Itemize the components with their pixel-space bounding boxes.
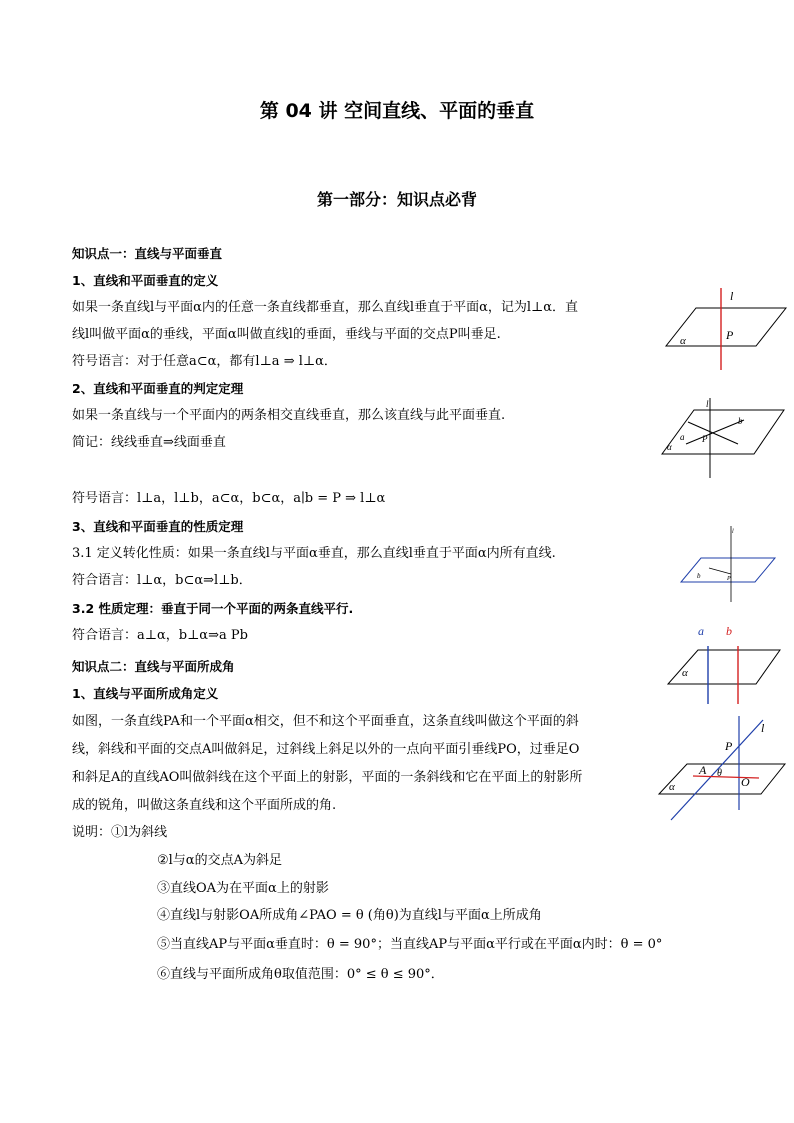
- kp2-heading: 知识点二：直线与平面所成角: [72, 659, 235, 674]
- kp1-prop1: 3.1 定义转化性质：如果一条直线l与平面α垂直，那么直线l垂直于平面α内所有直线.: [72, 546, 556, 561]
- kp1-prop2: 3.2 性质定理：垂直于同一个平面的两条直线平行.: [72, 601, 354, 616]
- section-title: 第一部分：知识点必背: [316, 190, 477, 209]
- label-l: l: [706, 399, 709, 409]
- kp1-def-line2: 线l叫做平面α的垂线，平面α叫做直线l的垂面，垂线与平面的交点P叫垂足.: [72, 327, 501, 342]
- label-b: b: [738, 416, 743, 426]
- label-P: P: [727, 576, 731, 582]
- label-theta: θ: [717, 768, 722, 779]
- label-l: l: [732, 529, 734, 535]
- figure-line-perpendicular-plane: [660, 284, 790, 374]
- kp2-def-title: 1、直线与平面所成角定义: [72, 686, 219, 701]
- kp1-def-symbol: 符号语言：对于任意a⊂α，都有l⊥a ⇒ l⊥α．: [72, 354, 337, 369]
- label-alpha: α: [667, 442, 672, 452]
- figure-two-intersecting-lines: [658, 394, 788, 484]
- figure-line-plane-angle: [655, 712, 790, 824]
- kp2-note-1: 说明：①l为斜线: [72, 825, 168, 840]
- label-P: P: [702, 434, 708, 444]
- kp1-def-title: 1、直线和平面垂直的定义: [72, 273, 219, 288]
- label-alpha: α: [682, 667, 688, 679]
- kp2-note-5: ⑤当直线AP与平面α垂直时：θ = 90°；当直线AP与平面α平行或在平面α内时：θ = 0°: [157, 937, 663, 952]
- kp2-def-line2: 线，斜线和平面的交点A叫做斜足，过斜线上斜足以外的一点向平面引垂线PO，过垂足O: [72, 742, 580, 757]
- label-P: P: [725, 739, 733, 753]
- kp1-heading: 知识点一：直线与平面垂直: [72, 246, 223, 261]
- kp1-thm-line2: 简记：线线垂直⇒线面垂直: [72, 435, 226, 450]
- kp2-def-line1: 如图，一条直线PA和一个平面α相交，但不和这个平面垂直，这条直线叫做这个平面的斜: [72, 714, 579, 729]
- kp2-note-3: ③直线OA为在平面α上的射影: [157, 881, 329, 896]
- label-alpha: α: [669, 781, 675, 793]
- line-b: [709, 568, 731, 574]
- kp2-def-line4: 成的锐角，叫做这条直线和这个平面所成的角.: [72, 798, 337, 813]
- line-b: [686, 420, 744, 444]
- kp1-prop2-symbol: 符合语言：a⊥α，b⊥α⇒a Pb: [72, 628, 248, 643]
- label-O: O: [741, 775, 750, 789]
- page-title: 第 04 讲 空间直线、平面的垂直: [259, 100, 535, 122]
- label-P: P: [726, 328, 734, 342]
- kp1-prop-title: 3、直线和平面垂直的性质定理: [72, 519, 244, 534]
- kp2-def-line3: 和斜足A的直线AO叫做斜线在这个平面上的射影，平面的一条斜线和它在平面上的射影所: [72, 770, 583, 785]
- label-b: b: [697, 572, 701, 580]
- kp1-thm-symbol: 符号语言：l⊥a，l⊥b，a⊂α，b⊂α，a∣b = P ⇒ l⊥α: [72, 491, 386, 506]
- kp2-note-4: ④直线l与射影OA所成角∠PAO = θ (角θ)为直线l与平面α上所成角: [157, 908, 542, 923]
- label-b: b: [726, 624, 732, 638]
- kp1-prop1-symbol: 符合语言：l⊥α，b⊂α⇒l⊥b．: [72, 573, 252, 588]
- label-l: l: [730, 289, 734, 303]
- label-l: l: [761, 721, 765, 735]
- kp2-note-2: ②l与α的交点A为斜足: [157, 853, 282, 868]
- kp1-thm-title: 2、直线和平面垂直的判定定理: [72, 381, 244, 396]
- figure-perpendicular-property: [675, 520, 785, 610]
- kp2-note-6: ⑥直线与平面所成角θ取值范围：0° ≤ θ ≤ 90°．: [157, 967, 444, 982]
- label-alpha: α: [680, 335, 686, 347]
- label-a: a: [698, 624, 704, 638]
- label-A: A: [699, 763, 707, 777]
- kp1-def-line1: 如果一条直线l与平面α内的任意一条直线都垂直，那么直线l垂直于平面α，记为l⊥α．直: [72, 300, 579, 315]
- kp1-thm-line1: 如果一条直线与一个平面内的两条相交直线垂直，那么该直线与此平面垂直.: [72, 408, 506, 423]
- figure-parallel-perpendiculars: [662, 620, 792, 708]
- label-a: a: [680, 432, 685, 442]
